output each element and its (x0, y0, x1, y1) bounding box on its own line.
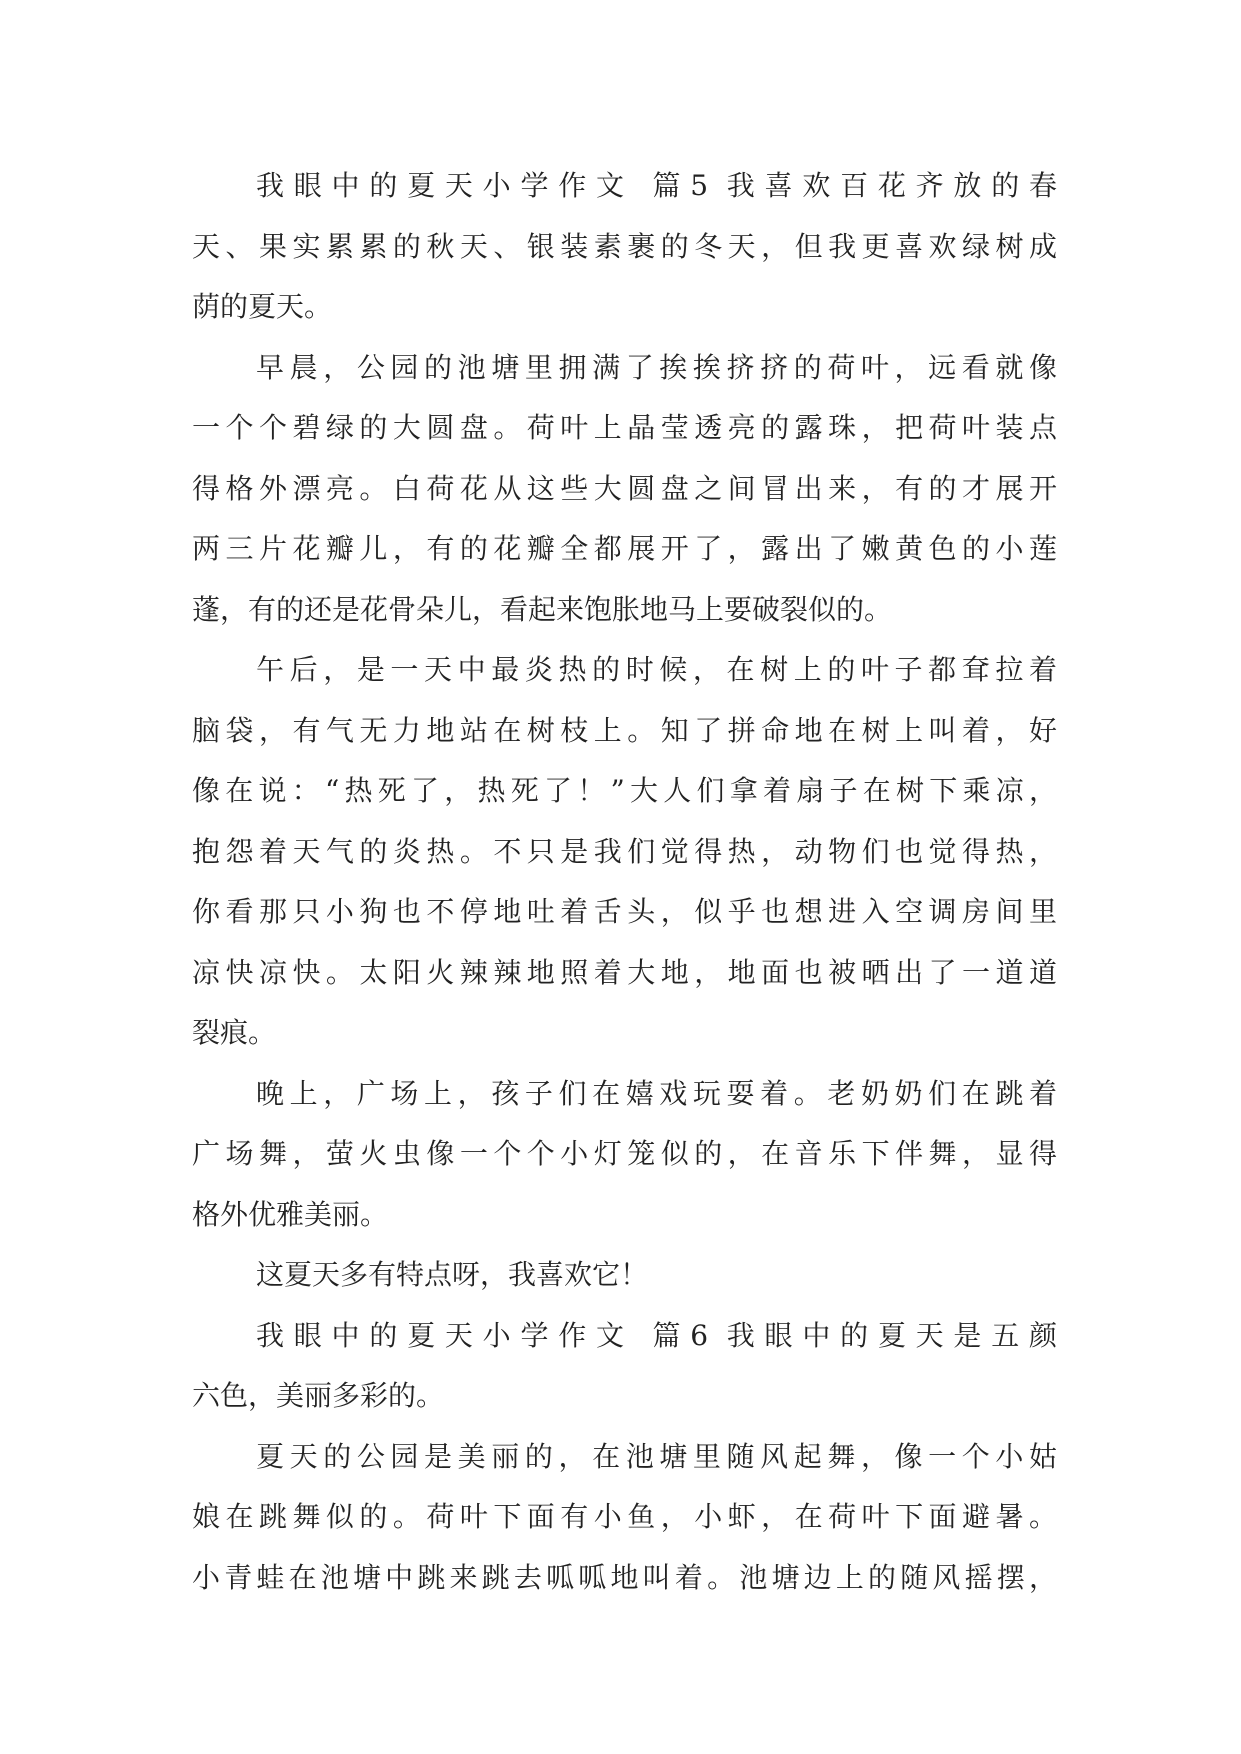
text-line: 我眼中的夏天小学作文 篇6 我眼中的夏天是五颜 (256, 1318, 1057, 1352)
text-line: 脑袋，有气无力地站在树枝上。知了拼命地在树上叫着，好 (192, 713, 1057, 747)
text-line: 格外优雅美丽。 (192, 1197, 389, 1231)
text-line: 六色，美丽多彩的。 (192, 1379, 445, 1412)
text-line: 我眼中的夏天小学作文 篇5 我喜欢百花齐放的春 (256, 169, 1057, 202)
text-line: 蓬，有的还是花骨朵儿，看起来饱胀地马上要破裂似的。 (192, 592, 893, 626)
text-line: 夏天的公园是美丽的，在池塘里随风起舞，像一个小姑 (256, 1439, 1057, 1473)
text-line: 娘在跳舞似的。荷叶下面有小鱼，小虾，在荷叶下面避暑。 (192, 1500, 1057, 1533)
text-line: 早晨，公园的池塘里拥满了挨挨挤挤的荷叶，远看就像 (256, 350, 1057, 384)
essay-body (192, 156, 1057, 1608)
text-line: 午后，是一天中最炎热的时候，在树上的叶子都耷拉着 (256, 653, 1057, 686)
text-line: 你看那只小狗也不停地吐着舌头，似乎也想进入空调房间里 (192, 895, 1057, 928)
text-line: 晚上，广场上，孩子们在嬉戏玩耍着。老奶奶们在跳着 (256, 1076, 1057, 1110)
text-line: 小青蛙在池塘中跳来跳去呱呱地叫着。池塘边上的随风摇摆， (192, 1560, 1057, 1594)
text-line: 一个个碧绿的大圆盘。荷叶上晶莹透亮的露珠，把荷叶装点 (192, 411, 1057, 444)
text-line: 抱怨着天气的炎热。不只是我们觉得热，动物们也觉得热， (192, 834, 1057, 868)
text-line: 凉快凉快。太阳火辣辣地照着大地，地面也被晒出了一道道 (192, 955, 1057, 989)
text-line: 广场舞，萤火虫像一个个小灯笼似的，在音乐下伴舞，显得 (192, 1137, 1057, 1170)
text-line: 天、果实累累的秋天、银装素裹的冬天，但我更喜欢绿树成 (192, 229, 1057, 263)
text-line: 荫的夏天。 (192, 290, 333, 323)
text-line: 裂痕。 (192, 1016, 277, 1049)
text-line: 这夏天多有特点呀，我喜欢它！ (256, 1258, 649, 1291)
text-line: 两三片花瓣儿，有的花瓣全都展开了，露出了嫩黄色的小莲 (192, 532, 1057, 565)
text-line: 得格外漂亮。白荷花从这些大圆盘之间冒出来，有的才展开 (192, 471, 1057, 505)
text-line: 像在说：“热死了，热死了！”大人们拿着扇子在树下乘凉， (192, 774, 1057, 807)
